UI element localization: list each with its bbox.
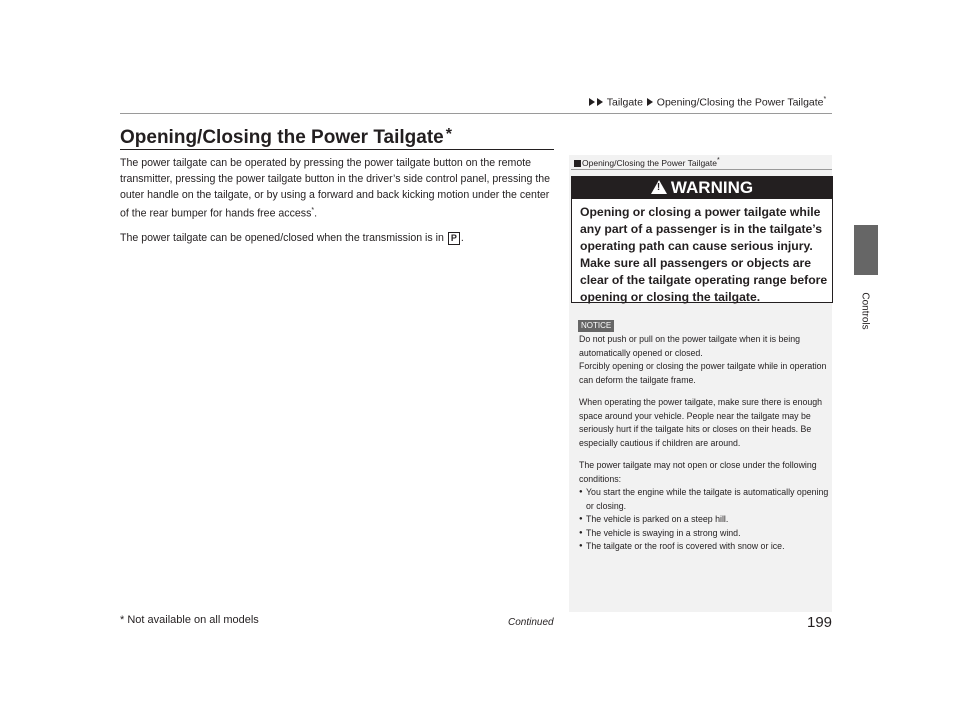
side-tab-label: Controls xyxy=(859,292,871,330)
notice-text: Do not push or pull on the power tailgate when it is being automatically opened or closed. Forcibly opening or closing the power tailgate while in operation can deform the tailgate frame. xyxy=(579,334,827,385)
list-item: ● The vehicle is parked on a steep hill. xyxy=(579,513,829,527)
main-body xyxy=(120,155,552,254)
conditions-list xyxy=(579,486,829,554)
page-title: Opening/Closing the Power Tailgate * xyxy=(120,126,452,148)
breadcrumb xyxy=(588,96,826,109)
footnote: * Not available on all models xyxy=(120,614,259,626)
list-item: ● The tailgate or the roof is covered with snow or ice. xyxy=(579,540,829,554)
title-rule xyxy=(120,149,554,150)
breadcrumb-subsection[interactable]: Opening/Closing the Power Tailgate xyxy=(656,96,824,109)
sidebar-rule xyxy=(571,169,832,170)
breadcrumb-section[interactable]: Tailgate xyxy=(606,96,643,109)
sidebar-marker-icon xyxy=(574,160,581,167)
list-item: ● The vehicle is swaying in a strong wind. xyxy=(579,527,829,541)
space-caution-text: When operating the power tailgate, make sure there is enough space around your vehicle. People near the tailgate may be seriously hurt if the tailgate hits or closes on their heads. Be especially cautious if children are around. xyxy=(579,397,823,448)
paragraph-transmission: The power tailgate can be opened/closed when the transmission is in P . xyxy=(120,231,464,244)
conditions-intro: The power tailgate may not open or close under the following conditions: xyxy=(579,460,817,484)
sidebar-notes xyxy=(579,333,829,554)
breadcrumb-star: * xyxy=(823,96,827,103)
side-tab-marker xyxy=(854,225,878,275)
breadcrumb-arrow-icon xyxy=(589,98,595,106)
warning-bar: !WARNING xyxy=(572,177,832,199)
gear-p-symbol: P xyxy=(448,232,460,245)
title-star: * xyxy=(445,126,452,143)
footnote-star: * xyxy=(311,207,315,214)
page-number: 199 xyxy=(807,614,833,631)
warning-box xyxy=(571,176,833,303)
breadcrumb-arrow-icon xyxy=(597,98,603,106)
warning-triangle-icon xyxy=(651,180,667,194)
header-rule xyxy=(120,113,832,114)
list-item: ● You start the engine while the tailgate is automatically opening or closing. xyxy=(579,486,829,513)
warning-text: Opening or closing a power tailgate while any part of a passenger is in the tailgate’s operating path can cause serious injury. Make sure all passengers or objects are clear of the tailgate operating range before opening or closing the tailgate. xyxy=(580,205,828,304)
continued-label: Continued xyxy=(508,617,554,628)
sidebar-heading: Opening/Closing the Power Tailgate* xyxy=(574,157,720,168)
notice-badge: NOTICE xyxy=(578,320,614,332)
paragraph-operation: The power tailgate can be operated by pressing the power tailgate button on the remote transmitter, pressing the power tailgate button in the driver’s side control panel, pressing the outer handle on the tailgate, or by using a forward and back kicking motion under the center of the rear bumper for hands free access*. xyxy=(120,157,551,220)
breadcrumb-arrow-icon xyxy=(647,98,653,106)
